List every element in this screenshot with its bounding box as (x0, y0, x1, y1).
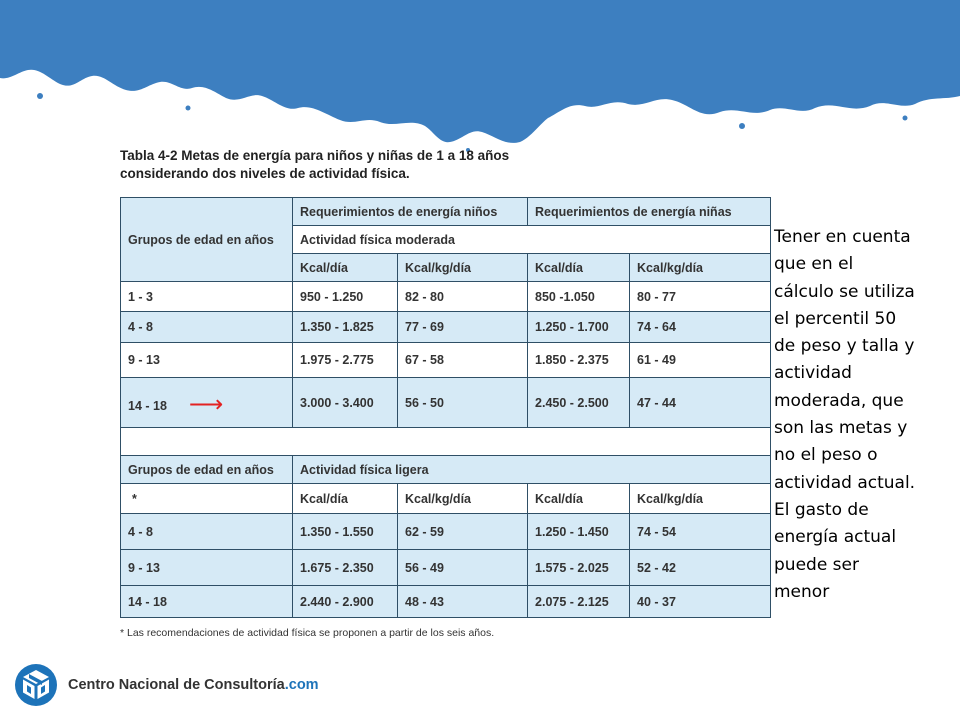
energy-requirements-table (120, 197, 771, 618)
header-boys-requirements: Requerimientos de energía niños (293, 198, 528, 226)
girls-kcal-cell: 1.250 - 1.700 (528, 312, 630, 343)
girls-kcal-cell: 1.250 - 1.450 (528, 514, 630, 550)
table-row (121, 282, 771, 312)
girls-kcalkg-cell: 52 - 42 (630, 550, 771, 586)
boys-kcal-cell: 1.350 - 1.550 (293, 514, 398, 550)
org-name (68, 677, 319, 693)
boys-kcal-cell: 3.000 - 3.400 (293, 378, 398, 428)
table-footnote: * Las recomendaciones de actividad física se proponen a partir de los seis años. (120, 627, 495, 639)
spacer-cell (121, 428, 771, 456)
asterisk-mark: * (132, 491, 137, 506)
girls-kcal-cell: 2.075 - 2.125 (528, 586, 630, 618)
header-age-groups: Grupos de edad en años (121, 198, 293, 282)
girls-kcalkg-cell: 74 - 54 (630, 514, 771, 550)
asterisk-cell (121, 484, 293, 514)
side-note-line: actividad (774, 363, 852, 384)
side-note-line: de peso y talla y (774, 336, 915, 357)
side-note-line: el percentil 50 (774, 308, 897, 329)
age-cell: 1 - 3 (121, 282, 293, 312)
boys-kcalkg-cell: 82 - 80 (398, 282, 528, 312)
boys-kcal-cell: 1.975 - 2.775 (293, 343, 398, 378)
org-name-text: Centro Nacional de Consultoría (68, 677, 285, 693)
table-row (121, 514, 771, 550)
side-note-line: que en el (774, 254, 854, 275)
boys-kcal-cell: 1.350 - 1.825 (293, 312, 398, 343)
header-banner (0, 0, 960, 160)
table-row (121, 343, 771, 378)
boys-kcalkg-cell: 67 - 58 (398, 343, 528, 378)
table-row (121, 312, 771, 343)
red-arrow-icon: ⟶ (188, 391, 224, 418)
side-note-line: son las metas y (774, 418, 908, 439)
light-col-kcal-girls: Kcal/día (528, 484, 630, 514)
age-cell (121, 378, 293, 428)
side-note-line: cálculo se utiliza (774, 281, 915, 302)
girls-kcalkg-cell: 47 - 44 (630, 378, 771, 428)
side-note-line: moderada, que (774, 390, 904, 411)
boys-kcalkg-cell: 56 - 49 (398, 550, 528, 586)
boys-kcalkg-cell: 48 - 43 (398, 586, 528, 618)
girls-kcalkg-cell: 61 - 49 (630, 343, 771, 378)
side-note-line: puede ser (774, 554, 859, 575)
table-row (121, 586, 771, 618)
girls-kcalkg-cell: 74 - 64 (630, 312, 771, 343)
header-moderate-activity: Actividad física moderada (293, 226, 771, 254)
header-col-kcal-girls: Kcal/día (528, 254, 630, 282)
header-col-kcal-boys: Kcal/día (293, 254, 398, 282)
table-title-line-1: Tabla 4-2 Metas de energía para niños y niñas de 1 a 18 años (120, 148, 510, 163)
table-header-row (121, 198, 771, 226)
side-note-line: no el peso o (774, 445, 878, 466)
table-row (121, 378, 771, 428)
girls-kcalkg-cell: 80 - 77 (630, 282, 771, 312)
table-spacer-row (121, 428, 771, 456)
side-note-line: El gasto de (774, 499, 869, 520)
age-cell: 14 - 18 (121, 586, 293, 618)
header-col-kcalkg-girls: Kcal/kg/día (630, 254, 771, 282)
table-title (120, 147, 530, 183)
age-cell: 4 - 8 (121, 312, 293, 343)
table-row (121, 550, 771, 586)
banner-shape (0, 0, 960, 143)
girls-kcal-cell: 2.450 - 2.500 (528, 378, 630, 428)
table-title-line-2: considerando dos niveles de actividad física. (120, 166, 410, 181)
age-cell: 9 - 13 (121, 550, 293, 586)
light-col-kcalkg-girls: Kcal/kg/día (630, 484, 771, 514)
boys-kcalkg-cell: 77 - 69 (398, 312, 528, 343)
boys-kcalkg-cell: 56 - 50 (398, 378, 528, 428)
side-note (774, 224, 954, 606)
boys-kcal-cell: 950 - 1.250 (293, 282, 398, 312)
header-col-kcalkg-boys: Kcal/kg/día (398, 254, 528, 282)
age-value: 14 - 18 (128, 399, 167, 413)
side-note-line: actividad actual. (774, 472, 916, 493)
side-note-line: energía actual (774, 527, 897, 548)
girls-kcalkg-cell: 40 - 37 (630, 586, 771, 618)
age-cell: 9 - 13 (121, 343, 293, 378)
light-col-kcalkg-boys: Kcal/kg/día (398, 484, 528, 514)
girls-kcal-cell: 850 -1.050 (528, 282, 630, 312)
light-col-kcal-boys: Kcal/día (293, 484, 398, 514)
side-note-line: menor (774, 581, 830, 602)
boys-kcal-cell: 1.675 - 2.350 (293, 550, 398, 586)
box-logo-icon (14, 663, 58, 707)
table-light-header-row (121, 456, 771, 484)
side-note-line: Tener en cuenta (774, 227, 911, 247)
header-light-activity: Actividad física ligera (293, 456, 771, 484)
table-light-units-row (121, 484, 771, 514)
header-girls-requirements: Requerimientos de energía niñas (528, 198, 771, 226)
boys-kcalkg-cell: 62 - 59 (398, 514, 528, 550)
footer-logo (14, 657, 319, 713)
org-name-tld: .com (284, 677, 319, 693)
light-header-age-groups: Grupos de edad en años (121, 456, 293, 484)
girls-kcal-cell: 1.575 - 2.025 (528, 550, 630, 586)
age-cell: 4 - 8 (121, 514, 293, 550)
boys-kcal-cell: 2.440 - 2.900 (293, 586, 398, 618)
girls-kcal-cell: 1.850 - 2.375 (528, 343, 630, 378)
